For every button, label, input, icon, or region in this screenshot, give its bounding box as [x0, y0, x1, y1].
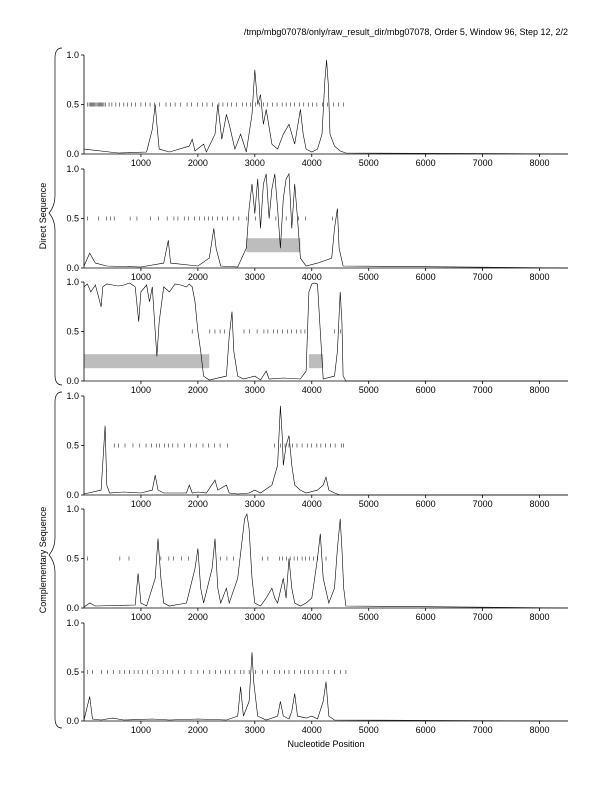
x-tick-label: 4000: [301, 725, 322, 735]
y-tick-label: 0.0: [66, 263, 79, 273]
series-line: [84, 652, 568, 721]
panel-6: [66, 618, 568, 735]
x-tick-label: 1000: [130, 272, 151, 282]
x-tick-label: 7000: [472, 612, 493, 622]
x-tick-label: 1000: [130, 612, 151, 622]
x-tick-label: 3000: [244, 272, 265, 282]
series-line: [84, 514, 568, 608]
x-tick-label: 2000: [187, 499, 208, 509]
y-tick-label: 0.0: [66, 490, 79, 500]
x-tick-label: 6000: [415, 158, 436, 168]
y-tick-label: 1.0: [66, 277, 79, 287]
y-tick-label: 1.0: [66, 164, 79, 174]
x-tick-label: 7000: [472, 158, 493, 168]
series-line: [84, 406, 568, 495]
y-tick-label: 0.5: [66, 553, 79, 564]
panel-5: [66, 504, 568, 622]
x-tick-label: 2000: [187, 272, 208, 282]
highlight-region: [246, 238, 300, 252]
x-tick-label: 8000: [529, 499, 550, 509]
y-tick-label: 0.0: [66, 716, 79, 726]
x-tick-label: 6000: [415, 725, 436, 735]
x-tick-label: 1000: [130, 385, 151, 395]
x-tick-label: 6000: [415, 499, 436, 509]
x-tick-label: 1000: [130, 499, 151, 509]
x-tick-label: 3000: [244, 499, 265, 509]
x-tick-label: 8000: [529, 612, 550, 622]
series-line: [84, 60, 568, 154]
highlight-region: [309, 354, 323, 368]
y-tick-label: 0.5: [66, 667, 79, 677]
complementary-group-bracket: [38, 392, 62, 728]
x-tick-label: 4000: [301, 612, 322, 622]
x-tick-label: 5000: [358, 499, 379, 509]
x-tick-label: 4000: [301, 385, 322, 395]
x-tick-label: 7000: [472, 272, 493, 282]
panel-1: [66, 50, 568, 168]
panels-layer: [66, 50, 568, 735]
x-tick-label: 4000: [301, 499, 322, 509]
x-tick-label: 1000: [130, 158, 151, 168]
x-tick-label: 6000: [415, 272, 436, 282]
highlight-region: [84, 354, 209, 368]
x-tick-label: 5000: [358, 612, 379, 622]
y-tick-label: 1.0: [66, 504, 79, 514]
y-tick-label: 0.5: [66, 213, 79, 224]
series-line: [84, 174, 568, 268]
panel-2: [66, 164, 568, 282]
x-tick-label: 1000: [130, 725, 151, 735]
x-tick-label: 4000: [301, 158, 322, 168]
x-tick-label: 4000: [301, 272, 322, 282]
direct-group-bracket: [38, 48, 62, 385]
panel-4: [66, 391, 568, 509]
y-tick-label: 0.5: [66, 440, 79, 451]
x-tick-label: 3000: [244, 612, 265, 622]
x-axis-label: Nucleotide Position: [287, 739, 365, 749]
header-title: /tmp/mbg07078/only/raw_result_dir/mbg07078, Order 5, Window 96, Step 12, 2/2: [243, 27, 568, 37]
panel-3: [66, 277, 568, 395]
complementary-sequence-label: Complementary Sequence: [38, 506, 48, 614]
y-tick-label: 0.5: [66, 99, 79, 110]
y-tick-label: 0.0: [66, 376, 79, 386]
x-tick-label: 5000: [358, 158, 379, 168]
y-tick-label: 1.0: [66, 618, 79, 628]
x-tick-label: 2000: [187, 158, 208, 168]
x-tick-label: 8000: [529, 272, 550, 282]
complementary-bracket-path: [49, 392, 62, 728]
x-tick-label: 7000: [472, 385, 493, 395]
x-tick-label: 8000: [529, 385, 550, 395]
y-tick-label: 0.5: [66, 326, 79, 337]
x-tick-label: 2000: [187, 725, 208, 735]
x-tick-label: 2000: [187, 385, 208, 395]
x-tick-label: 6000: [415, 612, 436, 622]
x-tick-label: 6000: [415, 385, 436, 395]
x-tick-label: 5000: [358, 385, 379, 395]
x-tick-label: 3000: [244, 158, 265, 168]
x-tick-label: 5000: [358, 725, 379, 735]
x-tick-label: 7000: [472, 499, 493, 509]
y-tick-label: 0.0: [66, 603, 79, 613]
direct-bracket-path: [49, 48, 62, 385]
x-tick-label: 5000: [358, 272, 379, 282]
x-tick-label: 7000: [472, 725, 493, 735]
x-tick-label: 3000: [244, 725, 265, 735]
y-tick-label: 1.0: [66, 50, 79, 60]
x-tick-label: 2000: [187, 612, 208, 622]
y-tick-label: 0.0: [66, 149, 79, 159]
x-tick-label: 8000: [529, 158, 550, 168]
x-tick-label: 3000: [244, 385, 265, 395]
x-tick-label: 8000: [529, 725, 550, 735]
direct-sequence-label: Direct Sequence: [38, 182, 48, 250]
y-tick-label: 1.0: [66, 391, 79, 401]
